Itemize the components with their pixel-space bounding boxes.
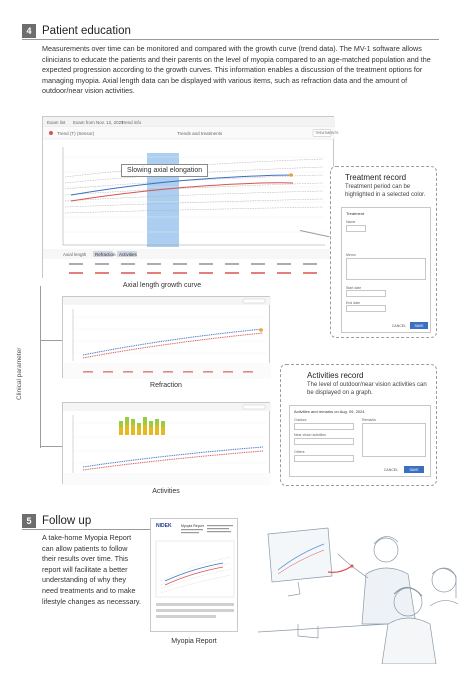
report-svg [151,519,239,633]
activities-caption: Activities [152,488,180,495]
report-title: Myopia Report [181,524,204,528]
trends-title: Trends and treatments [177,131,223,136]
myopia-report-thumbnail [150,518,238,632]
section-5-text: A take-home Myopia Report can allow patients to follow their results over time. This report will facilitate a better understanding of why they need treatments and to make lifestyle changes as necessary. [42,533,141,606]
chip-activities[interactable]: Activities [119,252,137,257]
section-title: Patient education [42,25,131,37]
myopia-report-caption: Myopia Report [171,638,217,645]
treatments-button[interactable]: TREATMENTS [315,131,339,135]
activities-panel [289,405,431,477]
growth-curve-screenshot [42,116,339,278]
others-field[interactable] [294,455,354,462]
memo-field[interactable] [346,258,426,280]
tab-exam-list[interactable]: Exam list [47,120,66,125]
doctor-patient-illustration [258,514,458,664]
trend-toggle[interactable]: Trend (T) (Sensor) [57,131,95,136]
section-4-intro: Measurements over time can be monitored and compared with the growth curve (trend data). The MV-1 software allows clinicians to educate the patients and their parents on the level of myopia compared to an age-matched population and the expected progression according to the growth curves. This information enables a discussion of the treatment options for managing myopia. Axial length data can be displayed with various items, such as refraction data and the amount of outdoor/near vision activities. [42,44,431,96]
near-vision-select[interactable] [294,438,354,445]
chip-refraction[interactable]: Refraction [95,252,116,257]
chip-axial-length[interactable]: Axial length [63,252,87,257]
refraction-caption: Refraction [150,382,182,389]
clinical-parameter-label: Clinical parameter [16,347,23,400]
section-5-header [22,514,91,528]
remarks-field[interactable] [362,423,426,457]
name-field[interactable] [346,225,366,232]
growth-curve-svg [43,117,335,279]
section-number: 5 [22,514,36,528]
nidek-logo: NIDEK [156,523,172,529]
field-label-end: End date [346,301,361,305]
slowing-elongation-callout: Slowing axial elongation [121,164,208,177]
treatment-record-title: Treatment record [345,173,407,182]
activities-cancel-button[interactable]: CANCEL [383,467,399,472]
section-title: Follow up [42,515,92,527]
treatment-cancel-button[interactable]: CANCEL [391,323,407,328]
refraction-svg [63,297,271,379]
bracket-tick-top [40,340,62,341]
field-label-outdoor: Outdoor [294,418,307,422]
outdoor-select[interactable] [294,423,354,430]
treatment-save-button[interactable]: SAVE [410,322,428,329]
activities-record-title: Activities record [307,371,364,380]
section-number: 4 [22,24,36,38]
activities-record-box [280,364,437,486]
remarks-label: Remarks [362,418,377,422]
activities-record-desc: The level of outdoor/near vision activities can be displayed on a graph. [307,382,427,396]
treatment-panel-title: Treatment [346,211,365,216]
field-label-start: Start date [346,286,362,290]
activities-panel-title: Activities and remarks on Aug. 09, 2024 [294,409,365,414]
tab-exam-date[interactable]: Exam from Nov. 12, 2024 [73,120,124,125]
treatment-record-box [330,166,437,338]
treatment-record-desc: Treatment period can be highlighted in a selected color. [345,184,426,198]
activity-bars [119,417,165,435]
start-date-field[interactable] [346,290,386,297]
activities-save-button[interactable]: SAVE [404,466,424,473]
activities-screenshot [62,402,270,484]
growth-curve-caption: Axial length growth curve [122,282,202,289]
section-4-rule [22,39,439,40]
treatment-panel [341,207,431,333]
clinical-parameter-bracket [40,286,41,448]
growth-plot-area [53,143,325,247]
field-label-near: Near vision activities [294,433,326,437]
refraction-screenshot [62,296,270,378]
field-label-memo: Memo [346,253,356,257]
field-label-name: Name [346,220,356,224]
section-4-header [22,24,131,38]
tab-trend-info[interactable]: Trend info [121,120,142,125]
end-date-field[interactable] [346,305,386,312]
field-label-others: Others [294,450,305,454]
bracket-tick-bottom [40,446,62,447]
activities-svg [63,403,271,485]
